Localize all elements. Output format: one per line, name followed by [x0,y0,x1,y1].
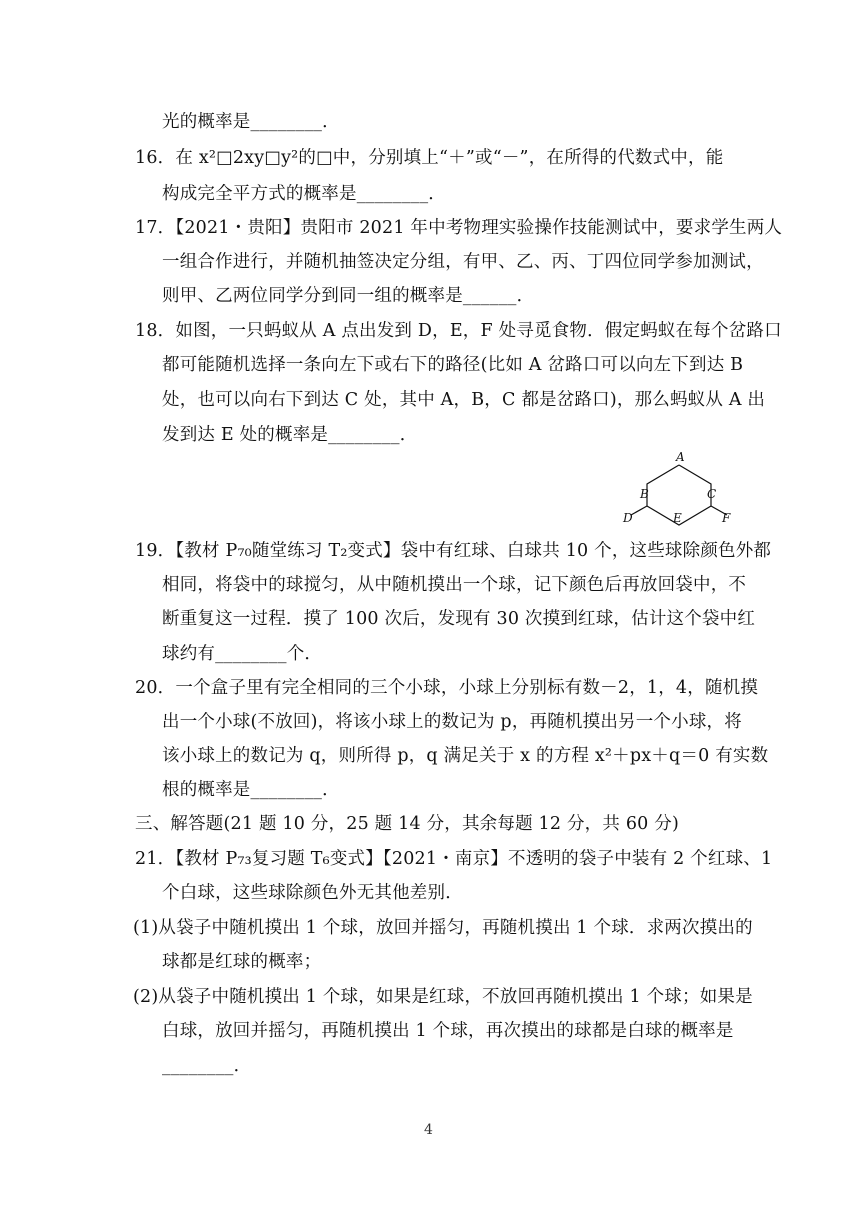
q21-part2-line3: ________． [162,1056,252,1076]
label-f: F [722,511,731,525]
q20-line2: 出一个小球(不放回)，将该小球上的数记为 p，再随机摸出另一个小球，将 [162,712,742,732]
q16-line2: 构成完全平方式的概率是________． [162,184,446,204]
q20-line3: 该小球上的数记为 q，则所得 p，q 满足关于 x 的方程 x²＋px＋q＝0 有实数 [162,746,769,766]
q18-line3: 处，也可以向右下到达 C 处，其中 A，B，C 都是岔路口)，那么蚂蚁从 A 出 [162,390,766,410]
label-a: A [676,450,685,464]
q20-line4: 根的概率是________． [162,780,340,800]
page-number: 4 [424,1122,433,1138]
q17-line2: 一组合作进行，并随机抽签决定分组，有甲、乙、丙、丁四位同学参加测试， [162,252,764,272]
label-b: B [640,487,649,501]
q19-line4: 球约有________个． [162,644,323,664]
hexagon-path-figure [614,448,744,528]
q21-part1-line2: 球都是红球的概率； [162,952,322,972]
q17-line3: 则甲、乙两位同学分到同一组的概率是______． [162,286,535,306]
q21-line2: 个白球，这些球除颜色外无其他差别． [162,883,463,903]
label-d: D [623,511,633,525]
q18-line1: 18．如图，一只蚂蚁从 A 点出发到 D，E，F 处寻觅食物．假定蚂蚁在每个岔路口 [135,321,782,341]
q17-line1: 17．【2021・贵阳】贵阳市 2021 年中考物理实验操作技能测试中，要求学生两人 [135,218,783,238]
section-three-heading: 三、解答题(21 题 10 分，25 题 14 分，其余每题 12 分，共 60 分) [135,814,679,834]
q21-part1-line1: (1)从袋子中随机摸出 1 个球，放回并摇匀，再随机摸出 1 个球．求两次摸出的 [133,918,753,938]
q15-tail: 光的概率是________． [162,112,340,132]
q18-line4: 发到达 E 处的概率是________． [162,425,418,445]
q19-line3: 断重复这一过程．摸了 100 次后，发现有 30 次摸到红球，估计这个袋中红 [162,609,756,629]
q18-line2: 都可能随机选择一条向左下或右下的路径(比如 A 岔路口可以向左下到达 B [162,355,744,375]
q19-line2: 相同，将袋中的球搅匀，从中随机摸出一个球，记下颜色后再放回袋中，不 [162,575,747,595]
label-e: E [673,511,682,525]
q16-line1: 16．在 x²□2xy□y²的□中，分别填上“＋”或“－”，在所得的代数式中，能 [135,148,724,168]
q21-part2-line2: 白球，放回并摇匀，再随机摸出 1 个球，再次摸出的球都是白球的概率是 [162,1021,734,1041]
q21-part2-line1: (2)从袋子中随机摸出 1 个球，如果是红球，不放回再随机摸出 1 个球；如果是 [133,987,753,1007]
q20-line1: 20．一个盒子里有完全相同的三个小球，小球上分别标有数－2，1，4，随机摸 [135,678,759,698]
q21-line1: 21．【教材 P₇₃复习题 T₆变式】【2021・南京】不透明的袋子中装有 2 个红球、1 [135,849,773,869]
label-c: C [707,487,717,501]
q19-line1: 19．【教材 P₇₀随堂练习 T₂变式】袋中有红球、白球共 10 个，这些球除颜色外都 [135,541,772,561]
